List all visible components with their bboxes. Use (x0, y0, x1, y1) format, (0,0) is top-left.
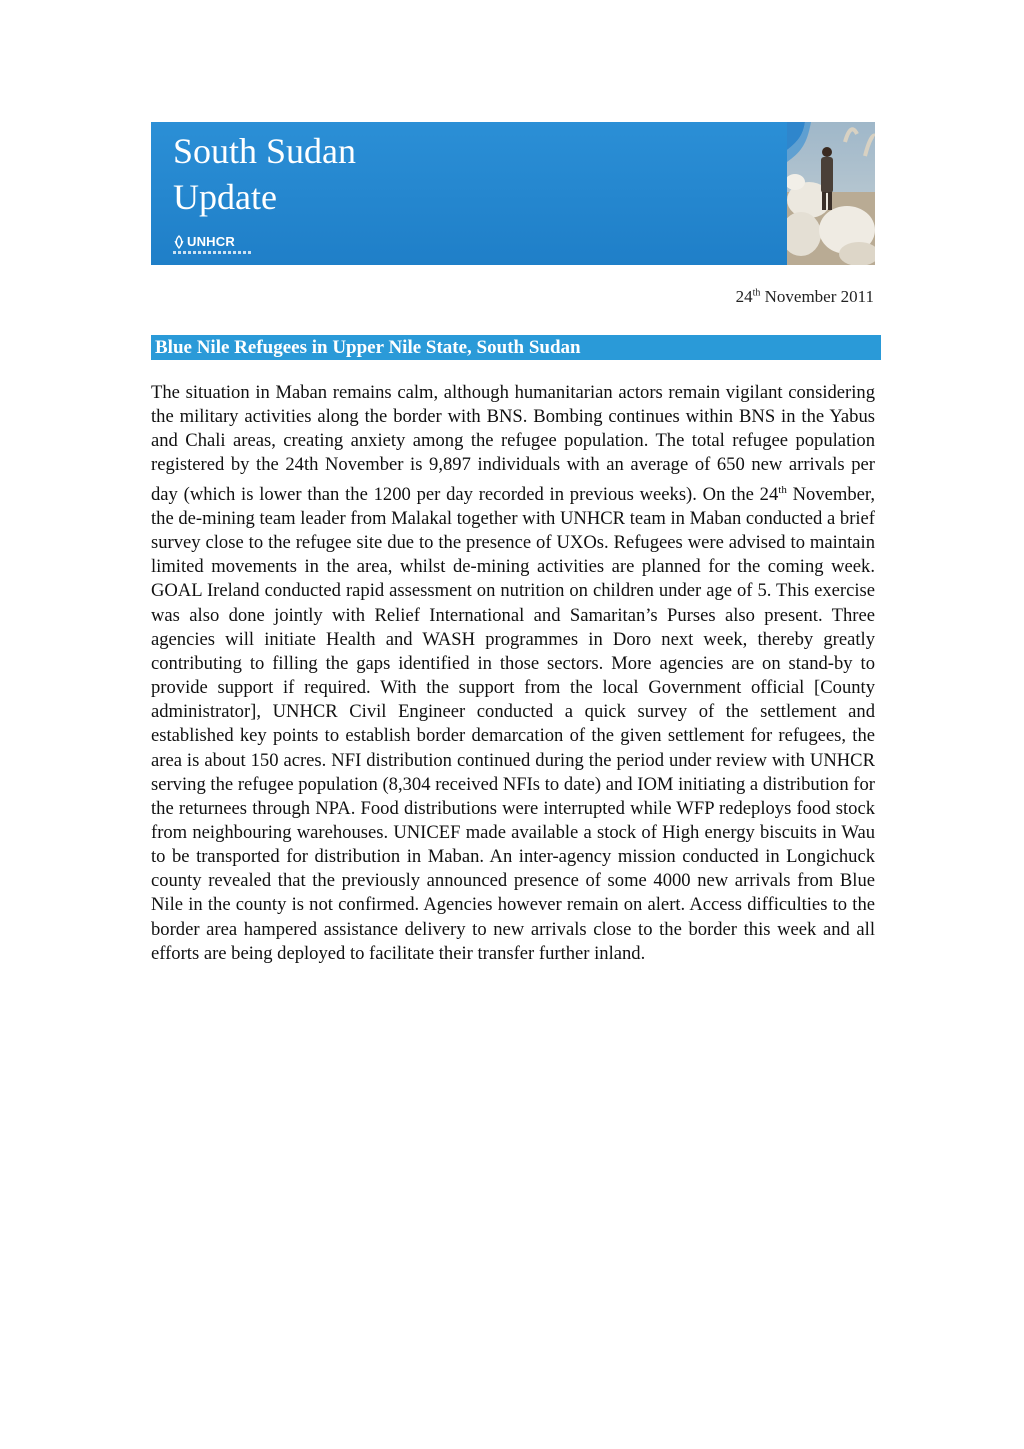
body-paragraph (151, 381, 875, 966)
section-heading-bar (151, 335, 881, 360)
header-banner (151, 122, 875, 265)
body-superscript: th (778, 483, 787, 496)
body-text (151, 381, 875, 966)
body-part2: November, the de-mining team leader from Malakal together with UNHCR team in Maban conducted a brief survey close to the refugee site due to the presence of UXOs. Refugees were advised to maintain limited movements in the area, whilst de-mining activities are planned for the coming week. GOAL Ireland conducted rapid assessment on nutrition on children under age of 5. This exercise was also done jointly with Relief International and Samaritan’s Purses also present. Three agencies will initiate Health and WASH programmes in Doro next week, thereby greatly contributing to filling the gaps identified in those sectors. More agencies are on stand-by to provide support if required. With the support from the local Government official [County administrator], UNHCR Civil Engineer conducted a quick survey of the settlement and established key points to establish border demarcation of the given settlement for refugees, the area is about 150 acres. NFI distribution continued during the period under review with UNHCR serving the refugee population (8,304 received NFIs to date) and IOM initiating a distribution for the returnees through NPA. Food distributions were interrupted while WFP redeploys food stock from neighbouring warehouses. UNICEF made available a stock of High energy biscuits in Wau to be transported for distribution in Maban. An inter-agency mission conducted in Longichuck county revealed that the previously announced presence of some 4000 new arrivals from Blue Nile in the county is not confirmed. Agencies however remain on alert. Access difficulties to the border area hampered assistance delivery to new arrivals close to the border this week and all efforts are being deployed to facilitate their transfer further inland. (151, 483, 875, 964)
report-date (736, 287, 874, 307)
date-suffix: th (752, 287, 761, 299)
unhcr-emblem-icon (173, 235, 185, 249)
body-part1: The situation in Maban remains calm, although humanitarian actors remain vigilant considering the military activities along the border with BNS. Bombing continues within BNS in the Yabus and Chali areas, creating anxiety among the refugee population. The total refugee population registered by the 24th November is 9,897 individuals with an average of 650 new arrivals per day (which is lower than the 1200 per day recorded in previous weeks). On the 24 (151, 382, 875, 505)
logo-tagline (173, 251, 251, 254)
unhcr-logo (173, 234, 235, 249)
section-title: Blue Nile Refugees in Upper Nile State, South Sudan (155, 337, 581, 358)
banner-title (173, 128, 356, 220)
date-day: 24 (735, 287, 753, 306)
logo-text: UNHCR (187, 234, 235, 249)
cattle-photo (787, 122, 875, 265)
banner-title-line1: South Sudan (173, 131, 357, 171)
date-rest: November 2011 (760, 287, 874, 306)
banner-title-line2: Update (173, 177, 277, 217)
